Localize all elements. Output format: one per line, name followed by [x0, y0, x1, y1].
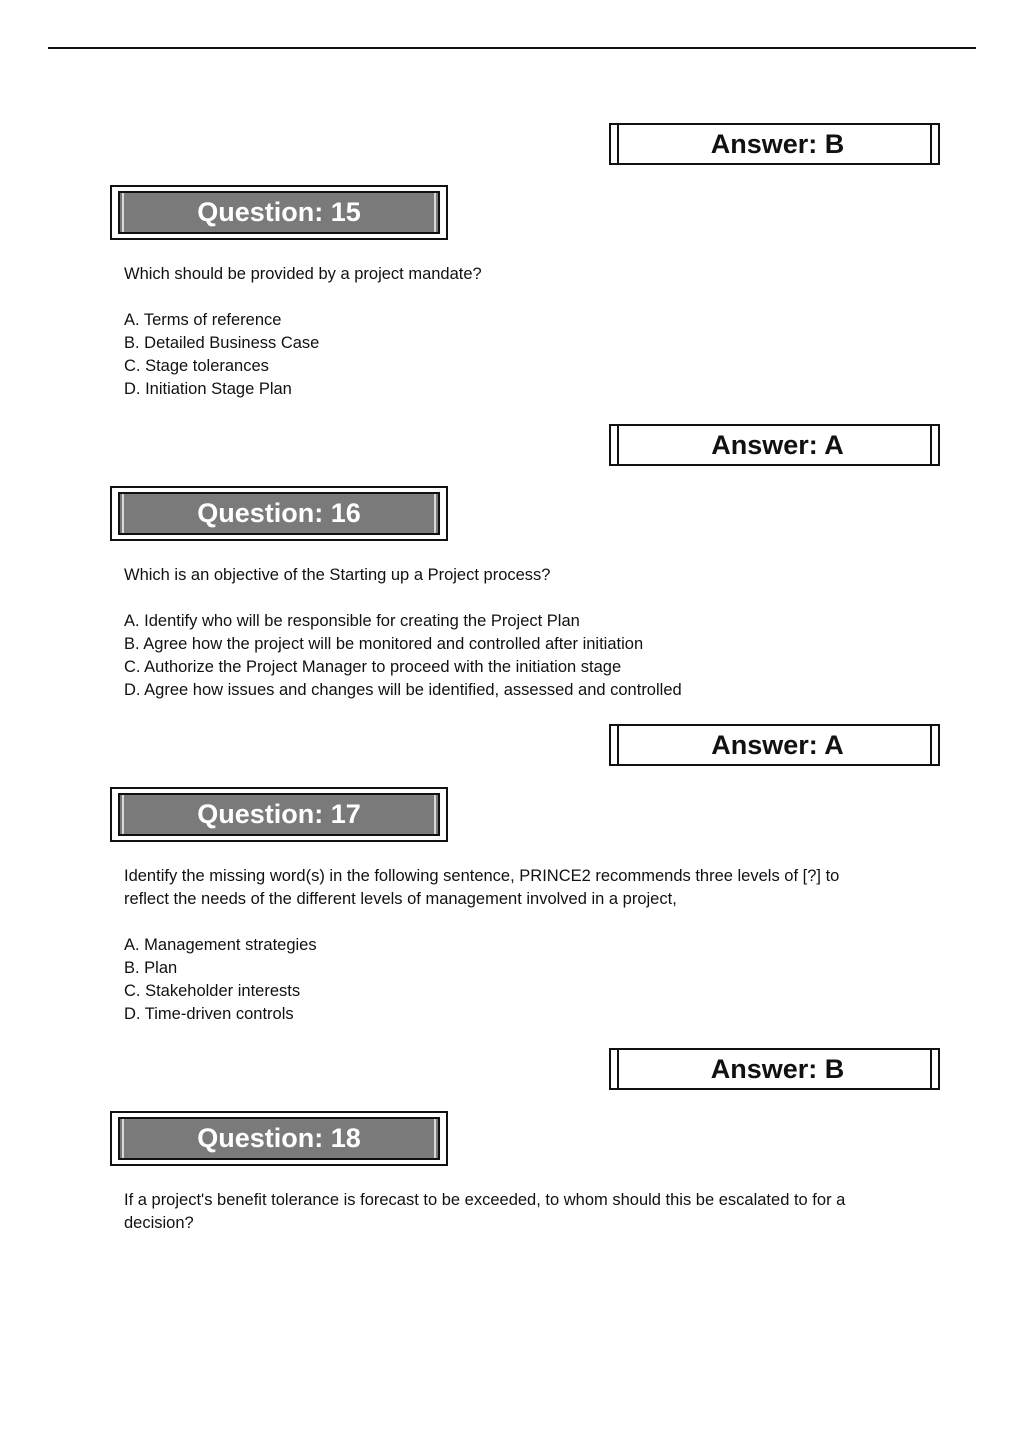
answer-option: A. Terms of reference — [124, 311, 282, 329]
answer-box — [609, 724, 940, 766]
answer-label: Answer: A — [711, 729, 844, 760]
question-heading-box — [110, 486, 448, 541]
answer-option: B. Agree how the project will be monitored and controlled after initiation — [124, 635, 644, 653]
question-heading-inner — [118, 793, 440, 836]
question-stem-line: Identify the missing word(s) in the following sentence, PRINCE2 recommends three levels of [?] to — [124, 867, 840, 885]
answer-option: C. Stakeholder interests — [124, 982, 301, 1000]
question-heading: Question: 17 — [197, 799, 361, 829]
answer-option: B. Detailed Business Case — [124, 334, 320, 352]
question-stem-line: reflect the needs of the different levels of management involved in a project, — [124, 890, 677, 908]
answer-option: A. Identify who will be responsible for creating the Project Plan — [124, 612, 580, 630]
question-body — [124, 1189, 914, 1235]
answer-option: B. Plan — [124, 959, 178, 977]
answer-option: C. Stage tolerances — [124, 357, 269, 375]
question-body — [124, 865, 914, 1026]
question-stem-line: If a project's benefit tolerance is forecast to be exceeded, to whom should this be escalated to for a — [124, 1191, 846, 1209]
answer-option: D. Time-driven controls — [124, 1005, 294, 1023]
question-body — [124, 263, 914, 401]
question-heading: Question: 18 — [197, 1123, 361, 1153]
question-heading: Question: 15 — [197, 197, 361, 227]
header-rule — [48, 47, 976, 49]
question-heading-inner — [118, 191, 440, 234]
question-heading-box — [110, 787, 448, 842]
answer-option: D. Agree how issues and changes will be identified, assessed and controlled — [124, 681, 682, 699]
question-stem: Which should be provided by a project mandate? — [124, 265, 482, 283]
question-body — [124, 564, 914, 702]
answer-option: C. Authorize the Project Manager to proceed with the initiation stage — [124, 658, 622, 676]
question-heading-inner — [118, 1117, 440, 1160]
question-heading-inner — [118, 492, 440, 535]
answer-box — [609, 1048, 940, 1090]
answer-box — [609, 123, 940, 165]
question-heading-box — [110, 185, 448, 240]
answer-box — [609, 424, 940, 466]
answer-option: D. Initiation Stage Plan — [124, 380, 292, 398]
question-heading-box — [110, 1111, 448, 1166]
answer-label: Answer: B — [710, 128, 845, 159]
question-stem-line: decision? — [124, 1214, 194, 1232]
question-stem: Which is an objective of the Starting up a Project process? — [124, 566, 551, 584]
answer-label: Answer: A — [711, 429, 844, 460]
answer-option: A. Management strategies — [124, 936, 317, 954]
answer-label: Answer: B — [710, 1053, 845, 1084]
question-heading: Question: 16 — [197, 498, 361, 528]
